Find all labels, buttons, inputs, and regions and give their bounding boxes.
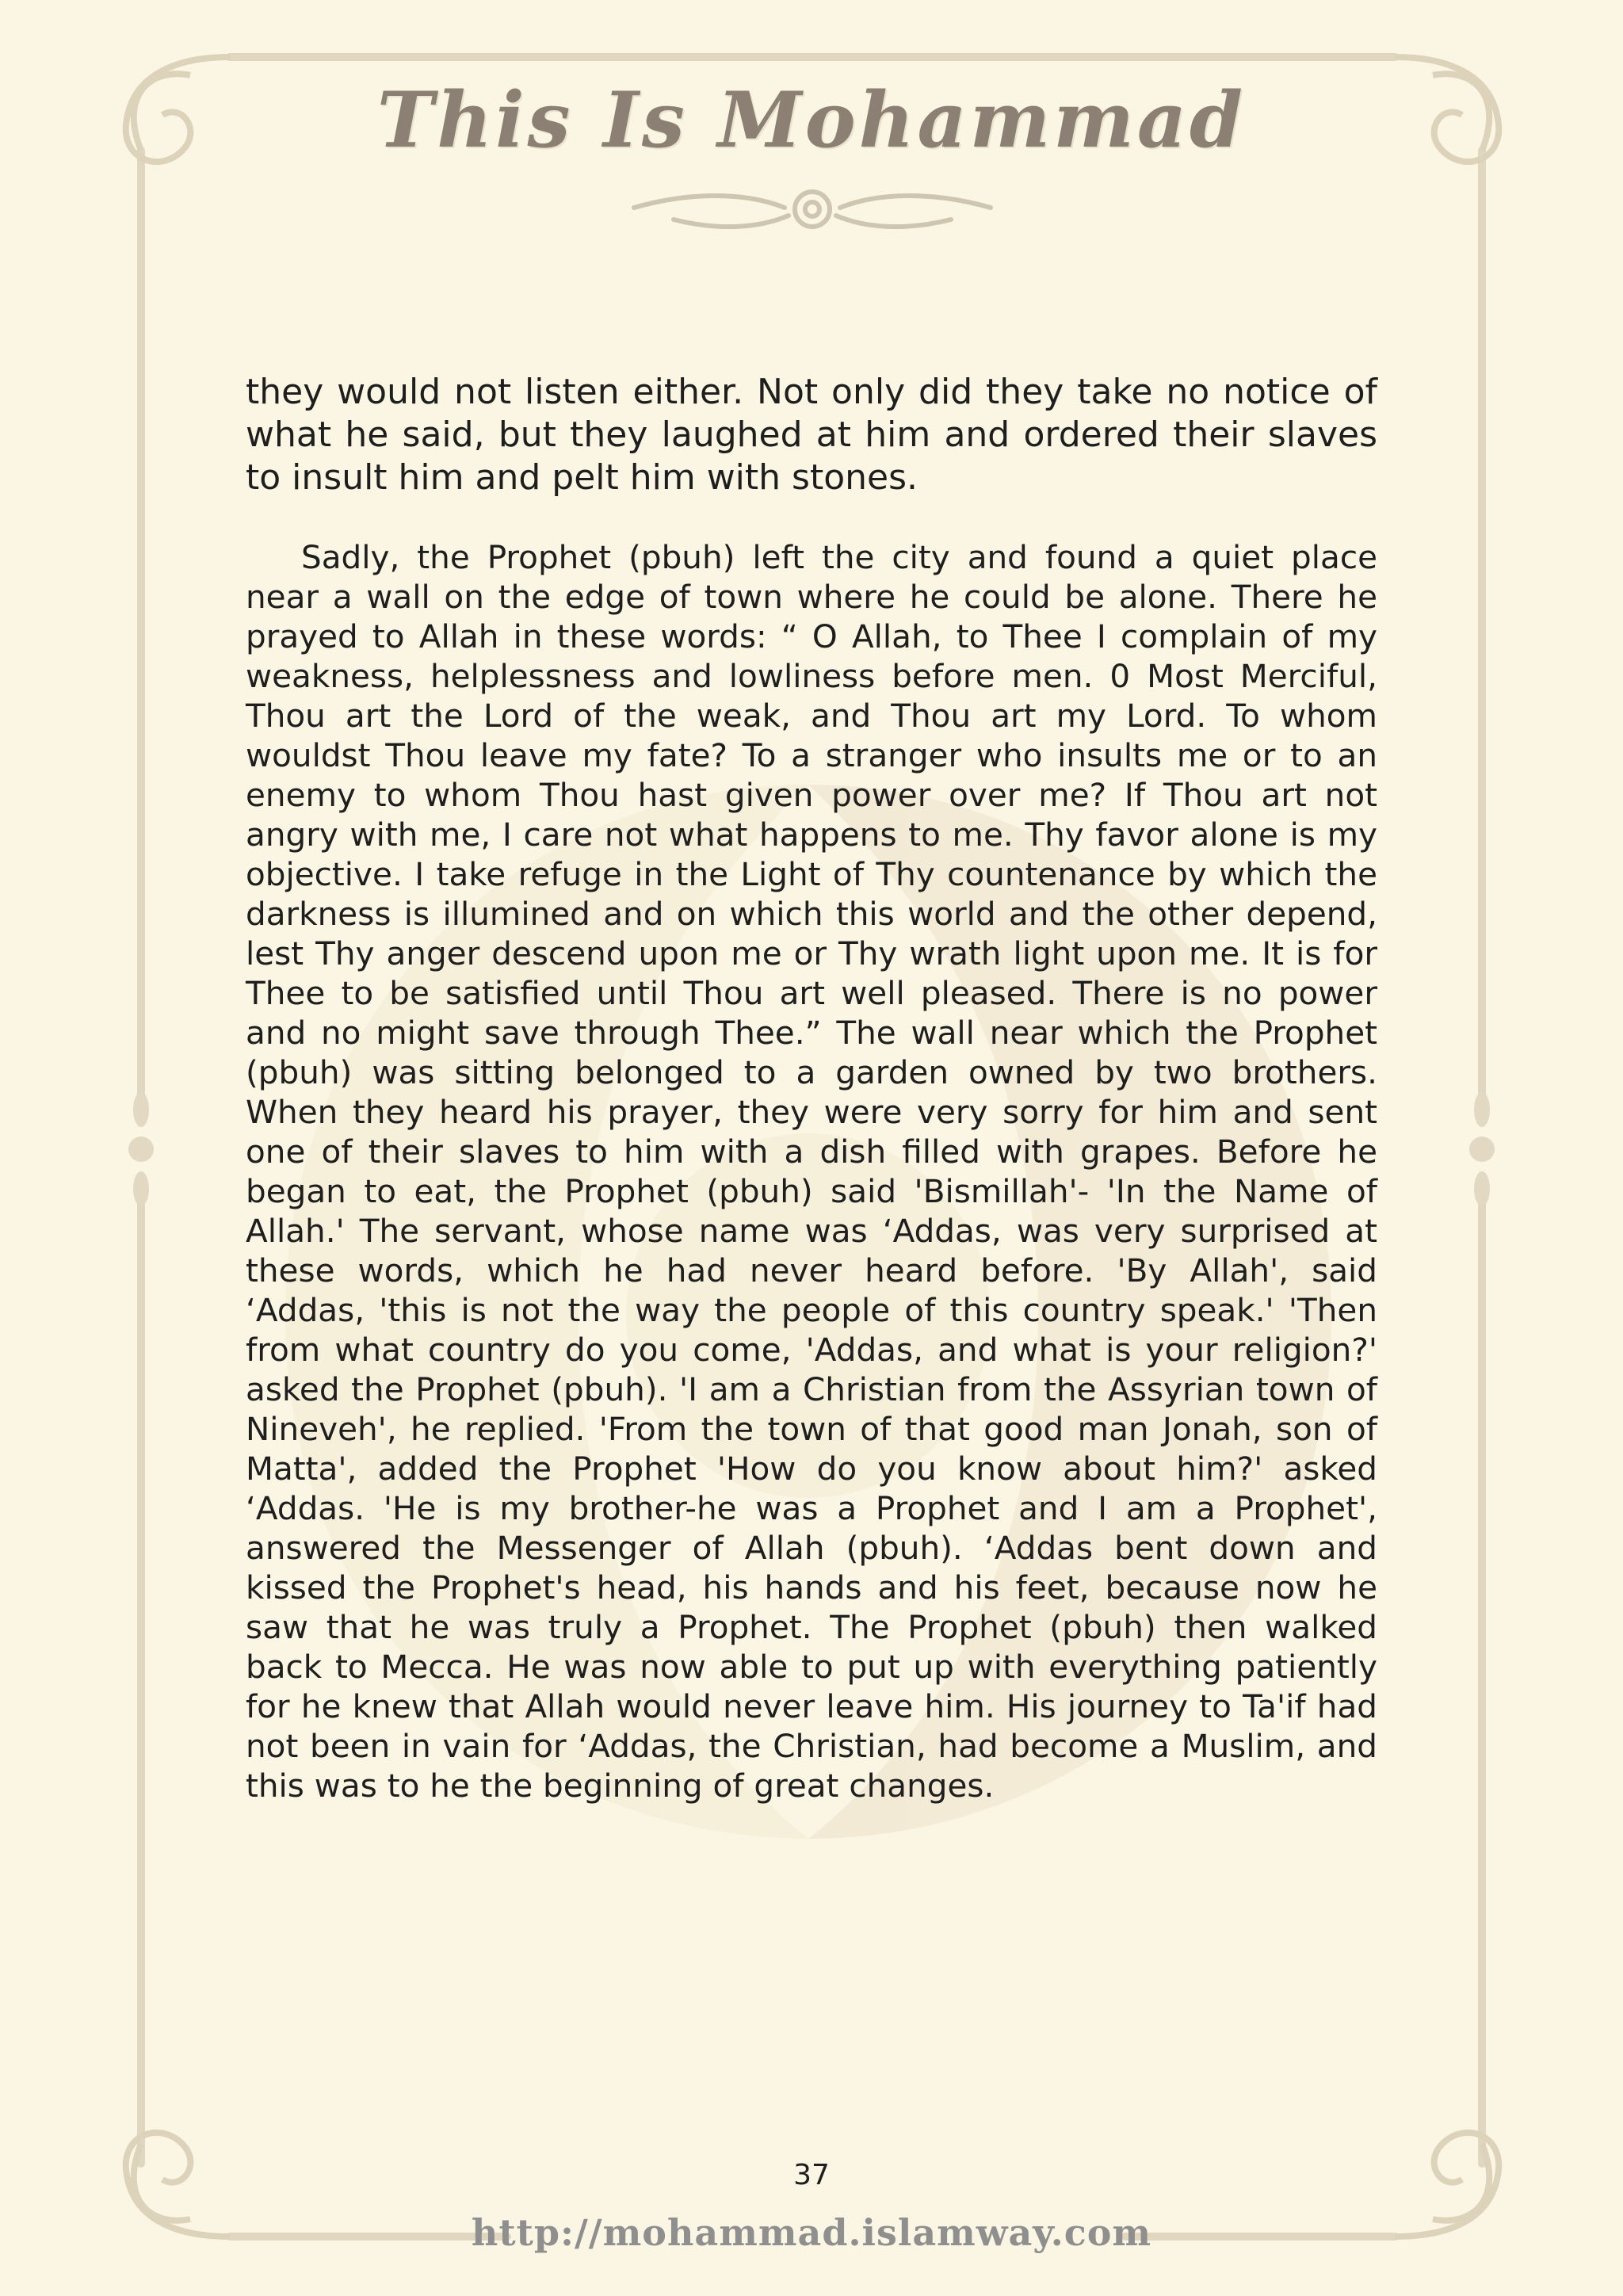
main-paragraph: Sadly, the Prophet (pbuh) left the city and found a quiet place near a wall on the edge of town where he could be alone. There he prayed to Allah in these words: “ O Allah, to Thee I complain of my weakness, helplessness and lowliness before men. 0 Most Merciful, Thou art the Lord of the weak, and Thou art my Lord. To whom wouldst Thou leave my fate? To a stranger who insults me or to an enemy to whom Thou hast given power over me? If Thou art not angry with me, I care not what happens to me. Thy favor alone is my objective. I take refuge in the Light of Thy countenance by which the darkness is illumined and on which this world and the other depend, lest Thy anger descend upon me or Thy wrath light upon me. It is for Thee to be satisfied until Thou art well pleased. There is no power and no might save through Thee.” The wall near which the Prophet (pbuh) was sitting belonged to a garden owned by two brothers. When they heard his prayer, they were very sorry for him and sent one of their slaves to him with a dish filled with grapes. Before he began to eat, the Prophet (pbuh) said 'Bismillah'- 'In the Name of Allah.' The servant, whose name was ‘Addas, was very surprised at these words, which he had never heard before. 'By Allah', said ‘Addas, 'this is not the way the people of this country speak.' 'Then from what country do you come, 'Addas, and what is your religion?' asked the Prophet (pbuh). 'I am a Christian from the Assyrian town of Nineveh', he replied. 'From the town of that good man Jonah, son of Matta', added the Prophet 'How do you know about him?' asked ‘Addas. 'He is my brother-he was a Prophet and I am a Prophet', answered the Messenger of Allah (pbuh). ‘Addas bent down and kissed the Prophet's head, his hands and his feet, because now he saw that he was truly a Prophet. The Prophet (pbuh) then walked back to Mecca. He was now able to put up with everything patiently for he knew that Allah would never leave him. His journey to Ta'if had not been in vain for ‘Addas, the Christian, had become a Muslim, and this was to he the beginning of great changes. xyxy=(246,538,1377,1805)
footer-url-link[interactable]: http://mohammad.islamway.com xyxy=(471,2211,1152,2254)
header-flourish xyxy=(626,184,999,239)
lead-paragraph: they would not listen either. Not only did they take no notice of what he said, but they laughed at him and ordered their slaves to insult him and pelt him with stones. xyxy=(246,372,1377,498)
page-content xyxy=(246,371,1377,1805)
page-number: 37 xyxy=(793,2159,830,2191)
page-header-title: This Is Mohammad xyxy=(376,75,1247,165)
